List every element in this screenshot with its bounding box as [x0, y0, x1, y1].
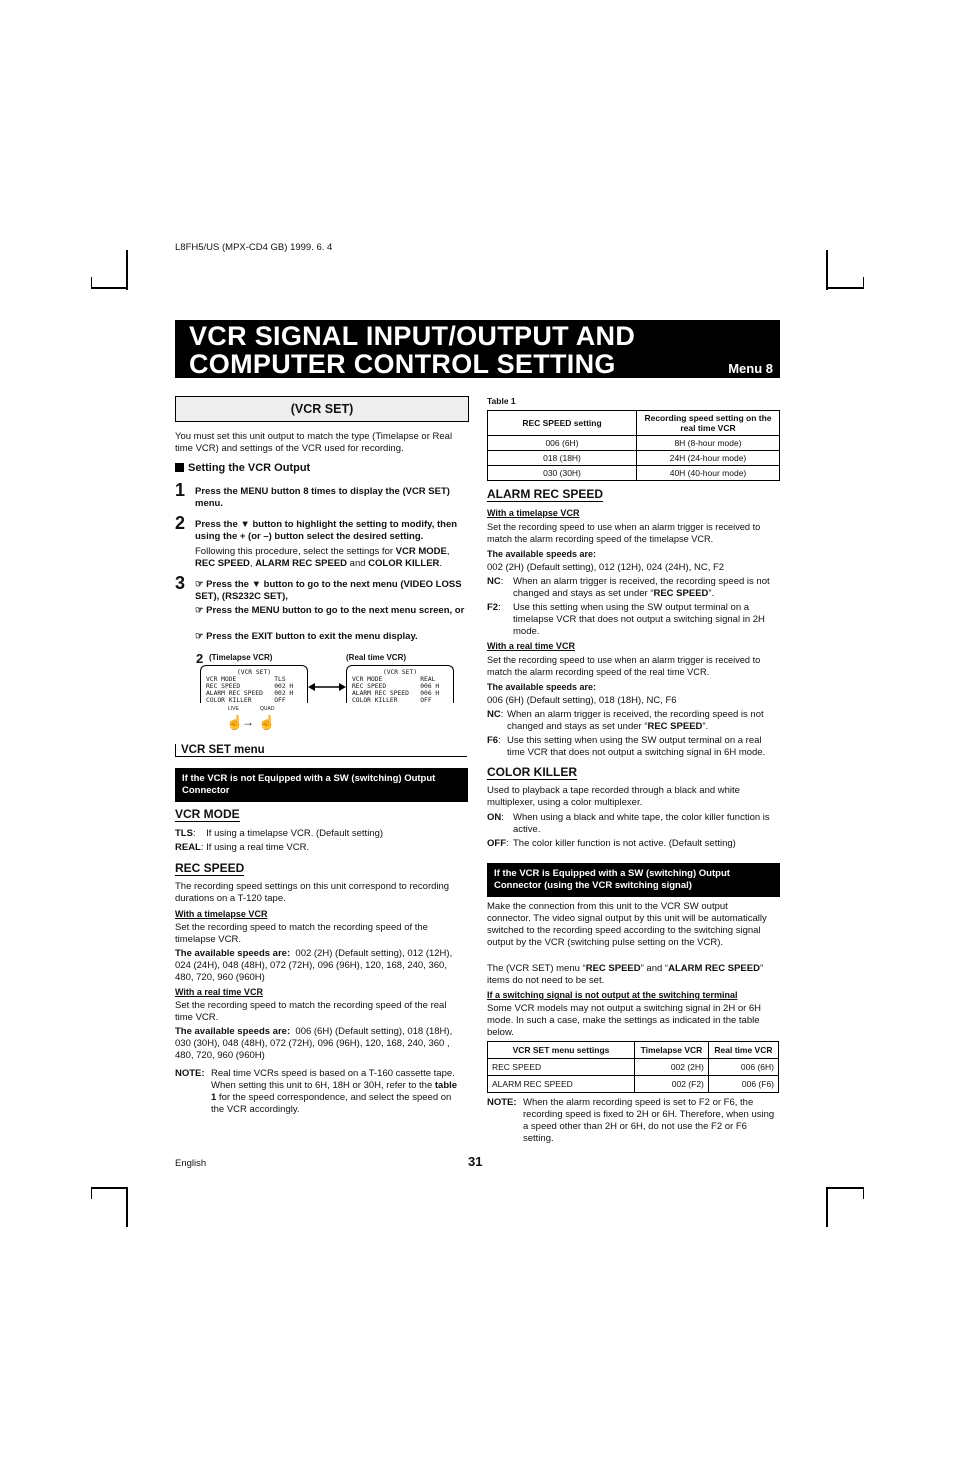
- table-header: REC SPEED setting: [488, 411, 637, 436]
- table-row: [488, 1076, 779, 1093]
- table-header-row: [488, 411, 780, 436]
- footer-language: English: [175, 1158, 207, 1169]
- table-cell: ALARM REC SPEED: [488, 1076, 635, 1093]
- step3-bullet: [195, 579, 467, 603]
- step2-sub-b3: ALARM REC SPEED: [255, 558, 348, 569]
- triangle-down-icon: ▼: [240, 519, 250, 530]
- def-value-c: ”.: [708, 588, 715, 599]
- title-line: COMPUTER CONTROL SETTING: [189, 349, 616, 379]
- table-header-row: [488, 1042, 779, 1059]
- crop-mark: [91, 277, 92, 289]
- def-off-value: The color killer function is not active. (Default setting): [513, 838, 736, 849]
- table-cell: 018 (18H): [488, 451, 637, 466]
- def-nc: NC:: [487, 709, 504, 720]
- alarm-rt-text: Set the recording speed to use when an alarm trigger is received to match the alarm recording speed of the real time VCR.: [487, 655, 761, 677]
- osd-row: VCR MODE REAL: [352, 676, 436, 683]
- def-value: If using a real time VCR.: [206, 842, 310, 853]
- header-code: L8FH5/US (MPX-CD4 GB) 1999. 6. 4: [175, 242, 333, 253]
- def-nc-value: [513, 576, 778, 600]
- vcr-mode-heading: VCR MODE: [175, 807, 240, 821]
- vcr-mode-real: REAL: If using a real time VCR.: [175, 842, 310, 853]
- def-key: TLS: [175, 828, 193, 839]
- sw-p2-a: The (VCR SET) menu “: [487, 963, 586, 974]
- crop-mark: [126, 1187, 128, 1227]
- table-cell: 006 (6H): [708, 1059, 778, 1076]
- def-on: ON:: [487, 812, 504, 823]
- osd-row: VCR MODE TLS: [206, 676, 286, 683]
- table-row: [488, 436, 780, 451]
- step1-text: Press the MENU button 8 times to display the (VCR SET) menu.: [195, 486, 450, 509]
- color-killer-heading: COLOR KILLER: [487, 765, 577, 779]
- def-key: REAL: [175, 842, 201, 853]
- setting-heading-text: Setting the VCR Output: [188, 462, 311, 474]
- table-row: [488, 451, 780, 466]
- note-text: [211, 1068, 461, 1116]
- step2-sub-b1: VCR MODE: [395, 546, 447, 557]
- def-value: If using a timelapse VCR. (Default setting): [206, 828, 384, 839]
- step2-text: [195, 519, 467, 543]
- crop-mark: [826, 1187, 828, 1227]
- crop-mark: [91, 1187, 128, 1189]
- step3-bullet: [195, 605, 467, 617]
- osd-title: (VCR SET): [236, 669, 272, 676]
- step2-text-b: button to highlight the setting to modify, then using the + (or –) button select the desired setting.: [195, 519, 458, 542]
- def-value-b: REC SPEED: [647, 721, 703, 732]
- def-key: OFF: [487, 838, 506, 849]
- osd-row: ALARM REC SPEED 002 H: [206, 690, 294, 697]
- crop-mark: [826, 1187, 864, 1189]
- sw-box-text: If the VCR is Equipped with a SW (switching) Output Connector (using the VCR switching signal): [494, 868, 730, 891]
- sw-p2-d: ALARM REC SPEED: [668, 963, 760, 974]
- avail-label: The available speeds are:: [487, 549, 597, 559]
- step-number: 1: [175, 480, 186, 500]
- sw-p1: Make the connection from this unit to the VCR SW output connector. The video signal output by this unit will be automatically switched to the recording speed according to the switching signal output by the VCR (switching pulse setting on the VCR).: [487, 901, 767, 948]
- note-key: NOTE:: [175, 1068, 205, 1079]
- quad-label: QUAD: [260, 706, 275, 712]
- right-arrow-icon: →: [242, 715, 254, 729]
- def-f2-value: Use this setting when using the SW output terminal on a timelapse VCR that does not output a switching signal in 2H mode.: [513, 602, 765, 637]
- page-number: 31: [468, 1154, 483, 1169]
- step2-sub-and: and: [347, 558, 369, 569]
- sw-p2-e: ” items do not need to be set.: [487, 963, 764, 986]
- def-nc: NC:: [487, 576, 504, 587]
- note-text: When the alarm recording speed is set to F2 or F6, the recording speed is fixed to 2H or 6H. Therefore, when using a speed other than 2H or 6H, do not use the F2 or F6 setting.: [523, 1097, 775, 1144]
- triangle-down-icon: ▼: [251, 579, 261, 590]
- def-off: OFF:: [487, 838, 509, 849]
- table-header: VCR SET menu settings: [488, 1042, 635, 1059]
- def-key: F2: [487, 602, 499, 613]
- rec-speed-tl-text: Set the recording speed to match the recording speed of the timelapse VCR.: [175, 922, 428, 945]
- avail-label: The available speeds are:: [175, 1026, 291, 1037]
- def-on-value: When using a black and white tape, the color killer function is active.: [513, 812, 770, 835]
- live-label: LIVE: [228, 706, 239, 712]
- pointing-hand-icon: ☞: [195, 579, 204, 590]
- rec-speed-intro: The recording speed settings on this unit correspond to recording durations on a T-120 tape.: [175, 881, 450, 904]
- step2-sub-end: .: [439, 558, 443, 569]
- no-sw-box-text: If the VCR is not Equipped with a SW (switching) Output Connector: [182, 773, 436, 796]
- table-header: Recording speed setting on the real time VCR: [637, 411, 780, 436]
- osd-row: ALARM REC SPEED 006 H: [352, 690, 440, 697]
- def-value-b: REC SPEED: [653, 588, 709, 599]
- table-header: Timelapse VCR: [635, 1042, 709, 1059]
- title-line: VCR SIGNAL INPUT/OUTPUT AND: [189, 321, 636, 351]
- alarm-tl-text: Set the recording speed to use when an alarm trigger is received to match the alarm recording speed of the timelapse VCR.: [487, 522, 761, 544]
- crop-mark: [863, 1187, 864, 1199]
- note-text-a: Real time VCRs speed is based on a T-160 cassette tape. When setting this unit to 6H, 18H or 30H, refer to the: [211, 1068, 455, 1091]
- def-f6-value: Use this setting when using the SW output terminal on a real time VCR that does not output a switching signal in 6H mode.: [507, 735, 766, 758]
- def-f2: F2:: [487, 602, 501, 613]
- step2-sub-b4: COLOR KILLER: [368, 558, 440, 569]
- table-cell: 40H (40-hour mode): [637, 466, 780, 481]
- crop-mark: [91, 1187, 92, 1199]
- crop-mark: [826, 250, 828, 290]
- sw-box: [487, 863, 780, 897]
- speeds-list: 002 (2H) (Default setting), 012 (12H), 024 (24H), 048 (48H), 072 (72H), 096 (96H), 120, 168, 240, 360, 480, 720, 960 (960H): [175, 948, 453, 983]
- avail-label: The available speeds are:: [487, 682, 597, 692]
- setting-heading: [175, 462, 310, 474]
- alarm-rt-speeds: 006 (6H) (Default setting), 018 (18H), NC, F6: [487, 695, 677, 706]
- figure-step-number: 2: [196, 651, 204, 666]
- double-arrow-icon: [308, 682, 346, 692]
- step-number: 3: [175, 573, 186, 593]
- step2-sub-b2: REC SPEED: [195, 558, 250, 569]
- intro-text: You must set this unit output to match the type (Timelapse or Real time VCR) and settings of the VCR used for recording.: [175, 431, 453, 454]
- table-cell: 006 (F6): [708, 1076, 778, 1093]
- step2-sub-a: Following this procedure, select the settings for: [195, 546, 396, 557]
- vcr-set-heading: [175, 396, 469, 422]
- title-bar: [175, 320, 780, 378]
- sw-p2-c: ” and “: [640, 963, 669, 974]
- table1: [487, 410, 780, 481]
- osd-title: (VCR SET): [382, 669, 418, 676]
- crop-mark: [126, 250, 128, 290]
- osd-row: COLOR KILLER OFF: [206, 697, 286, 704]
- def-key: NC: [487, 709, 501, 720]
- pressing-hand-icon: ☝: [226, 714, 244, 730]
- step2-text-a: Press the: [195, 519, 238, 530]
- pressing-hand-icon: ☝: [258, 714, 276, 730]
- step3-bullet: [195, 631, 467, 643]
- crop-mark: [826, 287, 864, 289]
- step3-bullet1-a: Press the: [206, 579, 249, 590]
- pointing-hand-icon: ☞: [195, 605, 204, 616]
- osd-row: REC SPEED 002 H: [206, 683, 294, 690]
- alarm-tl-speeds: 002 (2H) (Default setting), 012 (12H), 024 (24H), NC, F2: [487, 562, 725, 573]
- osd-screen-realtime: [346, 665, 454, 703]
- table-cell: 030 (30H): [488, 466, 637, 481]
- rec-speed-rt-head: With a real time VCR: [175, 987, 263, 997]
- table2: [487, 1041, 779, 1093]
- def-key: NC: [487, 576, 501, 587]
- alarm-rt-head: With a real time VCR: [487, 641, 575, 651]
- rec-speed-rt-speeds: [175, 1026, 460, 1062]
- table-cell: 8H (8-hour mode): [637, 436, 780, 451]
- label-timelapse: (Timelapse VCR): [209, 653, 273, 662]
- crop-mark: [863, 277, 864, 289]
- table-cell: 006 (6H): [488, 436, 637, 451]
- step3-bullet1-b: button to go to the next menu (VIDEO LOSS SET), (RS232C SET),: [195, 579, 462, 602]
- vcr-set-heading-text: (VCR SET): [290, 402, 354, 416]
- note-text-c: for the speed correspondence, and select the speed on the VCR accordingly.: [211, 1092, 452, 1115]
- note-text-b: table 1: [211, 1080, 458, 1103]
- menu-label: Menu 8: [728, 361, 773, 376]
- step-number: 2: [175, 513, 186, 533]
- color-killer-intro: Used to playback a tape recorded through a black and white multiplexer, using a color multiplexer.: [487, 785, 740, 808]
- no-sw-box: [175, 768, 468, 802]
- step3-bullet3: Press the EXIT button to exit the menu display.: [206, 631, 418, 642]
- def-value-a: When an alarm trigger is received, the recording speed is not changed and stays as set under “: [507, 709, 764, 732]
- def-key: ON: [487, 812, 502, 823]
- table-row: [488, 1059, 779, 1076]
- table-header: Real time VCR: [708, 1042, 778, 1059]
- table-cell: REC SPEED: [488, 1059, 635, 1076]
- table1-label: Table 1: [487, 396, 516, 406]
- vcr-mode-tls: TLS: If using a timelapse VCR. (Default setting): [175, 828, 384, 839]
- label-realtime: (Real time VCR): [346, 653, 407, 662]
- rec-speed-tl-head: With a timelapse VCR: [175, 909, 268, 919]
- osd-screen-timelapse: [200, 665, 308, 703]
- step2-subtext: Following this procedure, select the settings for VCR MODE, REC SPEED, ALARM REC SPEED and COLOR KILLER.: [195, 546, 450, 569]
- table-cell: 002 (F2): [635, 1076, 709, 1093]
- rec-speed-tl-speeds: [175, 948, 460, 984]
- table-cell: 002 (2H): [635, 1059, 709, 1076]
- sw-p2: [487, 963, 772, 987]
- speeds-list: 006 (6H) (Default setting), 018 (18H), 030 (30H), 048 (48H), 072 (72H), 096 (96H), 120, 168, 240, 360 , 480, 720, 960 (960H): [175, 1026, 453, 1061]
- step3-bullet2: Press the MENU button to go to the next menu screen, or: [206, 605, 465, 616]
- alarm-tl-head: With a timelapse VCR: [487, 508, 580, 518]
- sw-p2-b: REC SPEED: [585, 963, 641, 974]
- def-f6: F6:: [487, 735, 501, 746]
- table-cell: 24H (24-hour mode): [637, 451, 780, 466]
- square-bullet-icon: [175, 463, 184, 472]
- avail-label: The available speeds are:: [175, 948, 291, 959]
- page-title: [189, 322, 635, 378]
- alarm-heading: ALARM REC SPEED: [487, 487, 604, 501]
- osd-row: COLOR KILLER OFF: [352, 697, 432, 704]
- vcr-set-menu-heading: [175, 744, 467, 757]
- pointing-hand-icon: ☞: [195, 631, 204, 642]
- def-value-a: When an alarm trigger is received, the recording speed is not changed and stays as set under “: [513, 576, 770, 599]
- rec-speed-rt-text: Set the recording speed to match the recording speed of the real time VCR.: [175, 1000, 447, 1023]
- rec-speed-heading: REC SPEED: [175, 861, 245, 875]
- vcr-set-menu-text: VCR SET menu: [181, 744, 265, 756]
- def-value-c: ”.: [702, 721, 709, 732]
- def-key: F6: [487, 735, 499, 746]
- osd-row: REC SPEED 006 H: [352, 683, 440, 690]
- sw-p3: Some VCR models may not output a switching signal in 2H or 6H mode. In such a case, make the settings as indicated in the table below.: [487, 1003, 762, 1038]
- crop-mark: [91, 287, 128, 289]
- note-key: NOTE:: [487, 1097, 517, 1108]
- def-nc-value: [507, 709, 775, 733]
- table-row: [488, 466, 780, 481]
- sw-sub-head: If a switching signal is not output at the switching terminal: [487, 990, 738, 1000]
